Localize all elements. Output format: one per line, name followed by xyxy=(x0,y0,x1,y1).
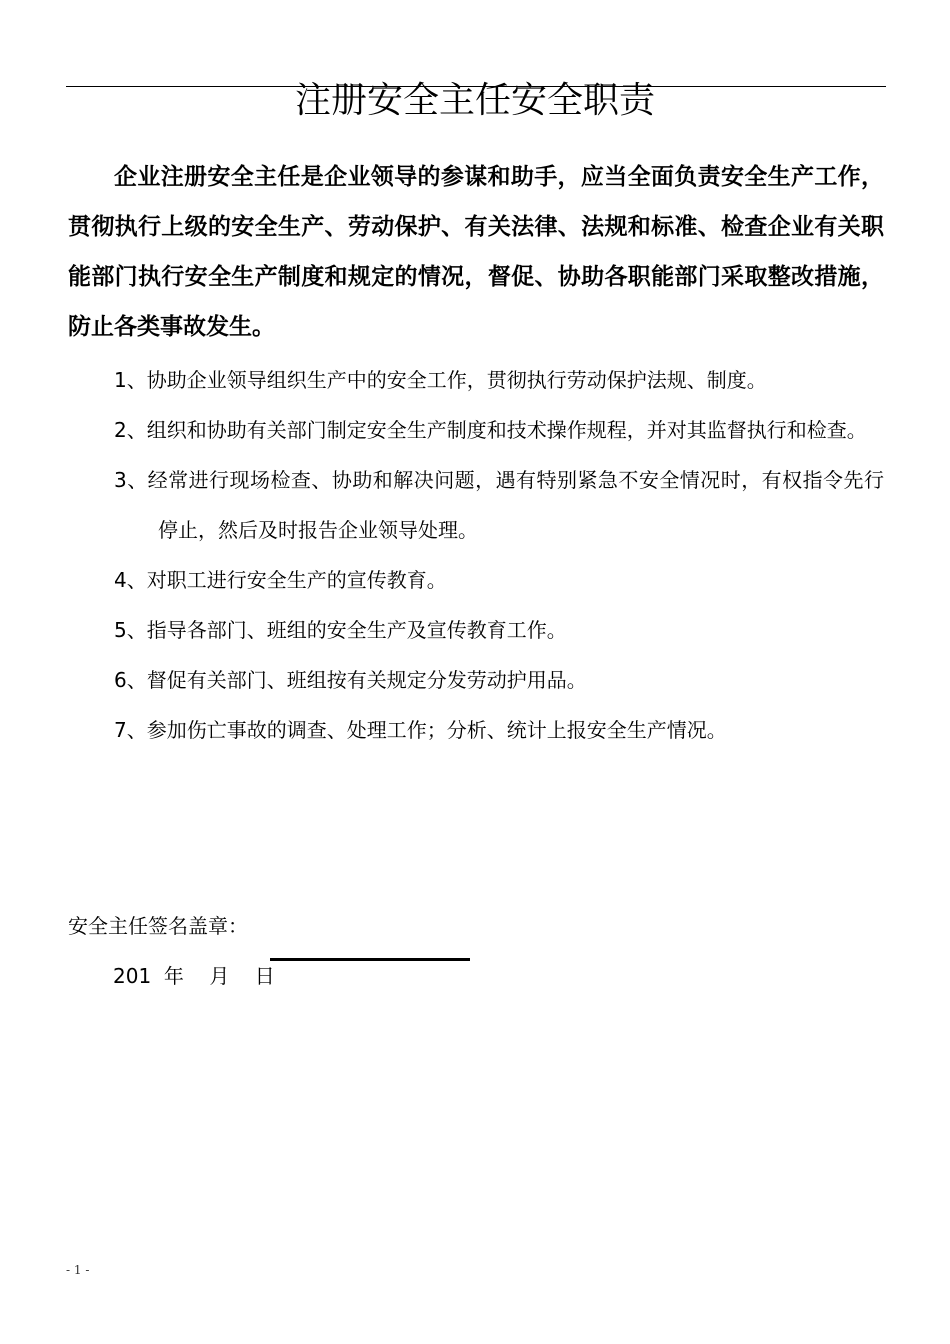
document-title: 注册安全主任安全职责 xyxy=(294,80,655,121)
date-line: 201 年 月 日 xyxy=(113,964,275,988)
duty-item-4: 4、对职工进行安全生产的宣传教育。 xyxy=(114,568,447,592)
duty-item-6: 6、督促有关部门、班组按有关规定分发劳动护用品。 xyxy=(114,668,587,692)
intro-paragraph: 企业注册安全主任是企业领导的参谋和助手，应当全面负责安全生产工作，贯彻执行上级的安全生产、劳动保护、有关法律、法规和标准、检查企业有关职能部门执行安全生产制度和规定的情况，督促、协助各职能部门采取整改措施，防止各类事故发生。 xyxy=(68,164,884,340)
page-number: - 1 - xyxy=(66,1263,90,1277)
duty-item-3: 3、经常进行现场检查、协助和解决问题，遇有特别紧急不安全情况时，有权指令先行停止，然后及时报告企业领导处理。 xyxy=(114,468,884,542)
duty-item-7: 7、参加伤亡事故的调查、处理工作；分析、统计上报安全生产情况。 xyxy=(114,718,727,742)
signature-label: 安全主任签名盖章： xyxy=(68,914,248,938)
duty-item-5: 5、指导各部门、班组的安全生产及宣传教育工作。 xyxy=(114,618,567,642)
duty-item-1: 1、协助企业领导组织生产中的安全工作，贯彻执行劳动保护法规、制度。 xyxy=(114,368,767,392)
duty-item-2: 2、组织和协助有关部门制定安全生产制度和技术操作规程，并对其监督执行和检查。 xyxy=(114,418,867,442)
signature-line xyxy=(270,958,470,961)
duty-list xyxy=(68,355,884,755)
